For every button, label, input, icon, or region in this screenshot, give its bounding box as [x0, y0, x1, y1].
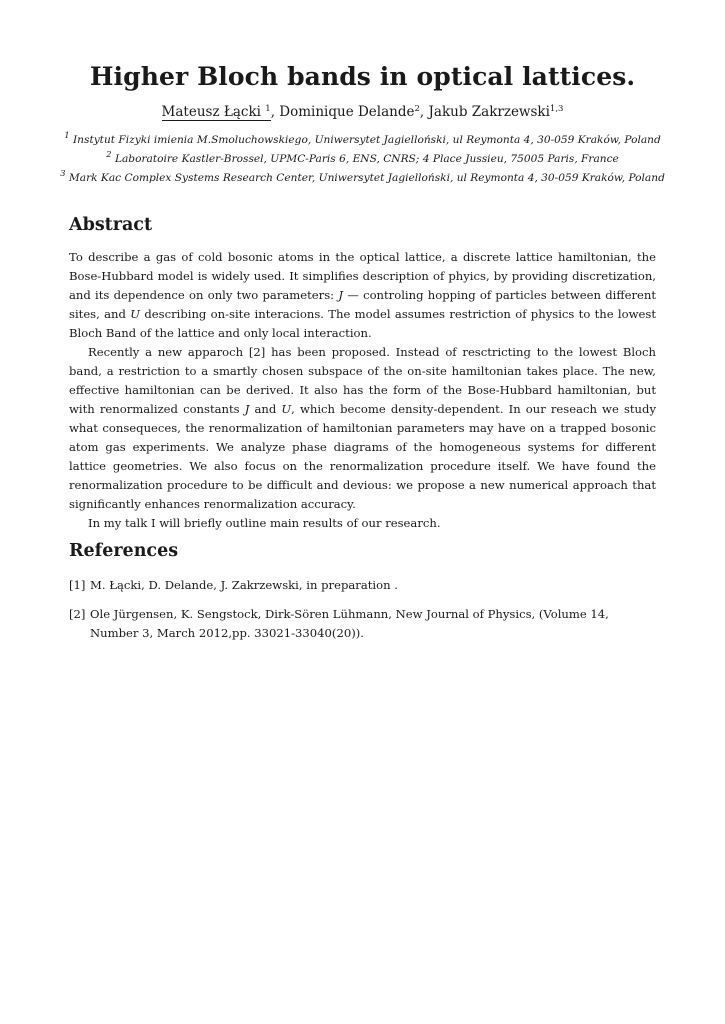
- abstract-p2-text-and: and: [249, 402, 282, 416]
- author-1: [162, 104, 271, 121]
- author-1-name: Mateusz Łącki: [161, 104, 261, 120]
- abstract-paragraph-3: In my talk I will briefly outline main results of our research.: [88, 516, 441, 530]
- affiliation-2-sup: 2: [106, 150, 112, 160]
- affiliation-3-text: Mark Kac Complex Systems Research Center, Uniwersytet Jagielloński, ul Reymonta 4, 30-059 Kraków, Poland: [68, 172, 665, 184]
- affiliation-2: [0, 150, 725, 165]
- affiliation-1-sup: 1: [64, 131, 70, 141]
- math-U: U: [130, 307, 141, 321]
- abstract-paragraph-1: [69, 248, 656, 343]
- affiliation-1-text: Instytut Fizyki imienia M.Smoluchowskiego, Uniwersytet Jagielloński, ul Reymonta 4, 30-059 Kraków, Poland: [73, 134, 661, 146]
- author-3-sup: 1,3: [549, 104, 564, 114]
- reference-text: Ole Jürgensen, K. Sengstock, Dirk-Sören Lühmann, New Journal of Physics, (Volume 14, Number 3, March 2012,pp. 33021-33040(20)).: [90, 607, 609, 640]
- abstract-body: [69, 248, 656, 533]
- abstract-p1-text-c: describing on-site interacions. The model assumes restriction of physics to the lowest Bloch Band of the lattice and only local interaction.: [69, 307, 656, 340]
- abstract-paragraph-2: [69, 343, 656, 514]
- affiliation-3: [0, 169, 725, 184]
- math-J: J: [244, 402, 250, 416]
- author-line: [0, 104, 725, 120]
- references-heading: References: [69, 541, 179, 561]
- author-1-sup: 1: [265, 104, 271, 114]
- author-3: , Jakub Zakrzewski: [419, 104, 550, 120]
- references-list: [69, 576, 656, 643]
- author-2-sup: 2: [414, 104, 420, 114]
- reference-text: M. Łącki, D. Delande, J. Zakrzewski, in preparation .: [90, 578, 398, 592]
- abstract-p1-text-a: To describe a gas of cold bosonic atoms in the optical lattice, a discrete lattice hamiltonian, the Bose-Hubbard model is widely used. It simplifies description of phyics, by providing discretization, and its dependence on only two parameters:: [69, 250, 656, 302]
- reference-number: [2]: [69, 607, 86, 621]
- abstract-heading: Abstract: [69, 215, 153, 235]
- reference-number: [1]: [69, 578, 86, 592]
- abstract-p2-text-a: Recently a new apparoch [2] has been proposed. Instead of resctricting to the lowest Bloch band, a restriction to a smartly chosen subspace of the on-site hamiltonian takes place. The new, effective hamiltonian can be derived. It also has the form of the Bose-Hubbard hamiltonian, but with renormalized constants: [69, 345, 656, 416]
- reference-item: [69, 605, 656, 643]
- reference-item: [69, 576, 656, 595]
- affiliation-1: [0, 131, 725, 146]
- author-2: , Dominique Delande: [270, 104, 415, 120]
- abstract-p1-text-b: — controling hopping of particles between different sites, and: [69, 288, 656, 321]
- affiliation-3-sup: 3: [60, 169, 66, 179]
- affiliation-2-text: Laboratoire Kastler-Brossel, UPMC-Paris 6, ENS, CNRS; 4 Place Jussieu, 75005 Paris, France: [114, 153, 619, 165]
- paper-title: Higher Bloch bands in optical lattices.: [89, 62, 636, 91]
- abstract-p2-text-b: , which become density-dependent. In our reseach we study what consequeces, the renormalization of hamiltonian parameters may have on a trapped bosonic atom gas experiments. We analyze phase diagrams of the homogeneous systems for different lattice geometries. We also focus on the renormalization procedure itself. We have found the renormalization procedure to be difficult and devious: we propose a new numerical approach that significantly enhances renormalization accuracy.: [69, 402, 656, 511]
- math-U: U: [281, 402, 292, 416]
- math-J: J: [338, 288, 343, 302]
